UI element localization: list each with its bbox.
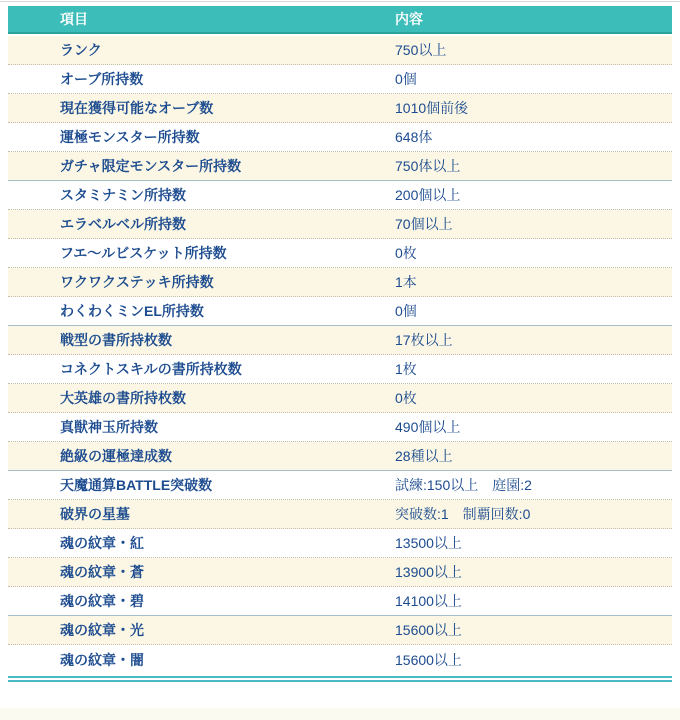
row-value: 0枚 xyxy=(395,390,417,406)
table-row xyxy=(8,65,672,94)
row-value: 490個以上 xyxy=(395,419,461,435)
top-divider xyxy=(0,1,680,2)
row-value: 648体 xyxy=(395,129,433,145)
row-label: 魂の紋章・蒼 xyxy=(60,564,144,580)
row-label: 現在獲得可能なオーブ数 xyxy=(60,100,214,116)
row-label: 真獣神玉所持数 xyxy=(60,419,158,435)
row-value: 28種以上 xyxy=(395,448,453,464)
row-label: 魂の紋章・碧 xyxy=(60,593,144,609)
column-header-item: 項目 xyxy=(60,11,88,27)
row-value: 0枚 xyxy=(395,245,417,261)
table-row xyxy=(8,442,672,471)
row-label: 絶級の運極達成数 xyxy=(60,448,172,464)
row-label: スタミナミン所持数 xyxy=(60,187,186,203)
row-value: 1010個前後 xyxy=(395,100,469,116)
row-value: 14100以上 xyxy=(395,593,462,609)
row-value: 0個 xyxy=(395,71,417,87)
row-label: オーブ所持数 xyxy=(60,71,144,87)
table-body xyxy=(8,36,672,674)
row-value: 750以上 xyxy=(395,42,447,58)
row-label: フエ〜ルビスケット所持数 xyxy=(60,245,227,261)
table-row xyxy=(8,239,672,268)
column-header-content: 内容 xyxy=(395,11,423,27)
table-row xyxy=(8,529,672,558)
table-row xyxy=(8,268,672,297)
table-row xyxy=(8,36,672,65)
row-value: 15600以上 xyxy=(395,622,462,638)
row-label: 運極モンスター所持数 xyxy=(60,129,200,145)
row-label: ガチャ限定モンスター所持数 xyxy=(60,158,242,174)
table-row xyxy=(8,500,672,529)
table-row xyxy=(8,297,672,326)
row-value: 15600以上 xyxy=(395,651,462,668)
row-label: ランク xyxy=(60,42,102,58)
table-row xyxy=(8,181,672,210)
row-value: 試練:150以上 庭園:2 xyxy=(395,477,532,493)
table-row xyxy=(8,326,672,355)
row-value: 750体以上 xyxy=(395,158,461,174)
row-value: 17枚以上 xyxy=(395,332,453,348)
table-row xyxy=(8,123,672,152)
row-label: 大英雄の書所持枚数 xyxy=(60,390,186,406)
row-label: 魂の紋章・光 xyxy=(60,622,144,638)
row-label: 破界の星墓 xyxy=(60,506,130,522)
row-value: 突破数:1 制覇回数:0 xyxy=(395,506,531,522)
row-label: 天魔通算BATTLE突破数 xyxy=(60,477,213,493)
table-row xyxy=(8,210,672,239)
row-value: 200個以上 xyxy=(395,187,461,203)
table-row xyxy=(8,152,672,181)
status-table xyxy=(8,6,672,682)
row-value: 1枚 xyxy=(395,361,417,377)
row-value: 0個 xyxy=(395,303,417,319)
table-row xyxy=(8,384,672,413)
row-label: 魂の紋章・闇 xyxy=(60,651,144,668)
row-label: ワクワクステッキ所持数 xyxy=(60,274,214,290)
table-row xyxy=(8,645,672,674)
row-label: コネクトスキルの書所持枚数 xyxy=(60,361,242,377)
table-row xyxy=(8,587,672,616)
table-header-row xyxy=(8,6,672,34)
row-label: 魂の紋章・紅 xyxy=(60,535,144,551)
table-row xyxy=(8,471,672,500)
bottom-double-rule xyxy=(8,676,672,682)
table-row xyxy=(8,413,672,442)
row-label: エラベルベル所持数 xyxy=(60,216,186,232)
footer-background xyxy=(0,708,680,720)
row-value: 13900以上 xyxy=(395,564,462,580)
table-row xyxy=(8,94,672,123)
row-value: 70個以上 xyxy=(395,216,453,232)
row-label: わくわくミンEL所持数 xyxy=(60,303,204,319)
table-row xyxy=(8,558,672,587)
row-value: 1本 xyxy=(395,274,417,290)
table-row xyxy=(8,616,672,645)
table-row xyxy=(8,355,672,384)
row-label: 戦型の書所持枚数 xyxy=(60,332,172,348)
row-value: 13500以上 xyxy=(395,535,462,551)
